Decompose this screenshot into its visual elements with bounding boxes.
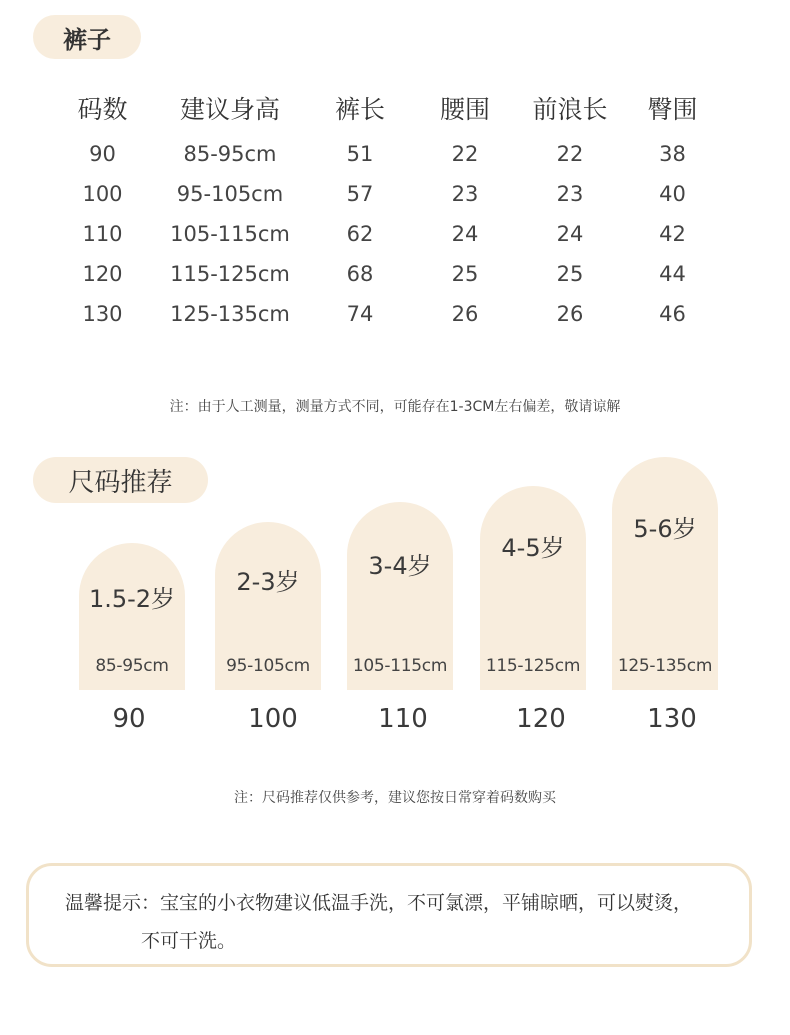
age-label: 3-4岁	[368, 552, 432, 580]
age-label: 5-6岁	[633, 515, 697, 543]
cell: 95-105cm	[176, 182, 284, 206]
recommend-card	[347, 502, 453, 690]
cell: 26	[451, 302, 479, 326]
age-label: 4-5岁	[501, 534, 565, 562]
table-row	[50, 294, 720, 334]
height-label: 115-125cm	[485, 656, 581, 676]
cell: 23	[451, 182, 479, 206]
cell: 22	[556, 142, 584, 166]
cell: 42	[659, 222, 686, 246]
size-number: 90	[112, 704, 146, 734]
table-header-row	[50, 82, 720, 134]
cell: 110	[82, 222, 123, 246]
header-height: 建议身高	[179, 95, 280, 124]
pants-section-title: 裤子	[33, 15, 141, 59]
cell: 68	[346, 262, 374, 286]
recommend-card	[480, 486, 586, 690]
recommend-card	[612, 457, 718, 690]
cell: 26	[556, 302, 584, 326]
cell: 120	[82, 262, 123, 286]
age-label: 2-3岁	[236, 568, 300, 596]
height-label: 85-95cm	[95, 656, 169, 676]
care-tip-box	[26, 863, 752, 967]
recommend-card	[215, 522, 321, 690]
header-pants-length: 裤长	[334, 95, 385, 124]
size-number: 100	[248, 704, 298, 734]
cell: 23	[556, 182, 584, 206]
header-hip: 臀围	[647, 95, 698, 124]
cell: 105-115cm	[170, 222, 290, 246]
cell: 24	[556, 222, 584, 246]
header-front-rise: 前浪长	[532, 95, 608, 124]
cell: 130	[82, 302, 123, 326]
cell: 38	[659, 142, 686, 166]
cell: 115-125cm	[170, 262, 290, 286]
cell: 62	[346, 222, 374, 246]
height-label: 105-115cm	[352, 656, 448, 676]
size-number: 110	[378, 704, 428, 734]
height-label: 125-135cm	[617, 656, 713, 676]
cell: 74	[346, 302, 374, 326]
cell: 100	[82, 182, 123, 206]
cell: 25	[451, 262, 479, 286]
age-label: 1.5-2岁	[88, 585, 176, 613]
recommend-note: 注：尺码推荐仅供参考，建议您按日常穿着码数购买	[234, 790, 556, 806]
size-number: 130	[647, 704, 697, 734]
cell: 90	[89, 142, 116, 166]
care-tip-line: 不可干洗。	[141, 930, 237, 952]
size-number: 120	[516, 704, 566, 734]
cell: 44	[659, 262, 686, 286]
recommend-section-title: 尺码推荐	[33, 457, 208, 503]
cell: 51	[346, 142, 374, 166]
table-row	[50, 214, 720, 254]
height-label: 95-105cm	[226, 656, 310, 676]
cell: 25	[556, 262, 584, 286]
cell: 22	[451, 142, 479, 166]
cell: 57	[346, 182, 374, 206]
table-row	[50, 134, 720, 174]
cell: 40	[659, 182, 686, 206]
header-size: 码数	[77, 95, 128, 124]
cell: 85-95cm	[183, 142, 277, 166]
cell: 24	[451, 222, 479, 246]
recommend-card	[79, 543, 185, 690]
table-row	[50, 254, 720, 294]
size-table	[50, 82, 720, 334]
cell: 125-135cm	[170, 302, 290, 326]
header-waist: 腰围	[439, 95, 490, 124]
cell: 46	[659, 302, 686, 326]
measurement-note: 注：由于人工测量，测量方式不同，可能存在1-3CM左右偏差，敬请谅解	[169, 399, 621, 415]
care-tip-line: 温馨提示：宝宝的小衣物建议低温手洗，不可氯漂，平铺晾晒，可以熨烫，	[65, 892, 693, 914]
table-row	[50, 174, 720, 214]
